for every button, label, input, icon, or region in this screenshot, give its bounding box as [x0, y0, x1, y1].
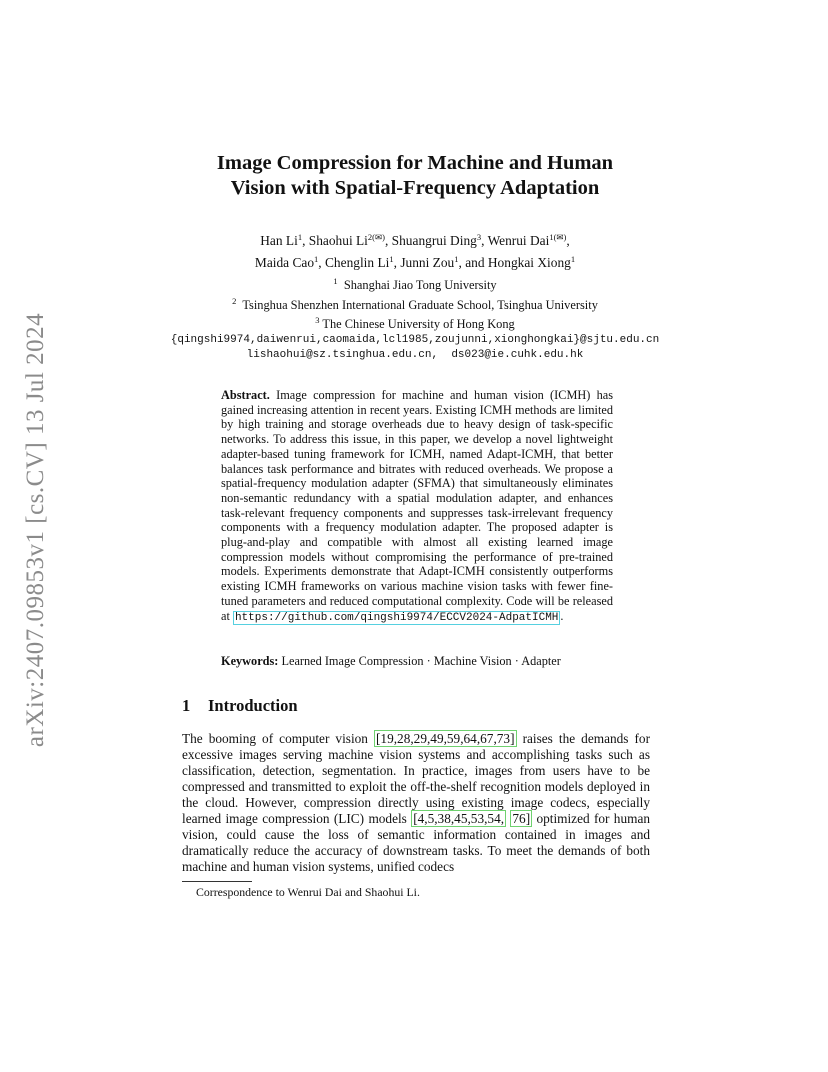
- author-affil-mark: 1(✉): [549, 232, 567, 242]
- code-link[interactable]: https://github.com/qingshi9974/ECCV2024-AdpatICMH: [234, 611, 559, 624]
- citation-link[interactable]: [4,5,38,45,53,54,: [413, 811, 505, 826]
- citation-link[interactable]: 76]: [512, 811, 531, 826]
- affiliation-3: [150, 313, 680, 333]
- author-affil-mark: 3: [476, 232, 482, 242]
- abstract-text: Image compression for machine and human vision (ICMH) has gained increasing attention in recent years. Existing ICMH methods are limited by high training and storage overheads due to heavy design of task-specific networks. To address this issue, in this paper, we develop a novel lightweight adapter-based tuning framework for ICMH, named Adapt-ICMH, that better balances task performance and bitrates with reduced overheads. We propose a spatial-frequency modulation adapter (SFMA) that simultaneously eliminates non-semantic redundancy with a spatial modulation adapter, and enhances task-relevant frequency components and suppresses task-irrelevant frequency components with a frequency modulation adapter. The proposed adapter is plug-and-play and compatible with almost all existing learned image compression models without compromising the performance of pre-trained models. Experiments demonstrate that Adapt-ICMH consistently outperforms existing ICMH frameworks on various machine vision tasks with fewer fine-tuned parameters and reduced computational complexity. Code will be released at: [221, 388, 613, 623]
- author-list: [150, 228, 680, 272]
- keywords: [221, 654, 641, 669]
- author-name: Junni Zou: [400, 255, 455, 270]
- author-name: Shuangrui Ding: [391, 233, 477, 248]
- email-line-1: {qingshi9974,daiwenrui,caomaida,lcl1985,zoujunni,xionghongkai}@sjtu.edu.cn: [170, 333, 660, 346]
- author-name: Maida Cao: [254, 255, 315, 270]
- author-affil-mark: 1: [389, 254, 394, 264]
- author-name: Chenglin Li: [325, 255, 390, 270]
- paper-title: [150, 151, 680, 201]
- author-name: Hongkai Xiong: [487, 255, 571, 270]
- arxiv-identifier-stamp: arXiv:2407.09853v1 [cs.CV] 13 Jul 2024: [22, 312, 49, 748]
- abstract: [221, 388, 613, 625]
- affil-text: Tsinghua Shenzhen International Graduate School, Tsinghua University: [242, 297, 598, 312]
- body-text: raises the demands for excessive images serving machine vision systems and accomplishing tasks such as classification, detection, segmentation. In practice, images from users have to be compressed and transmitted to exploit the off-the-shelf recognition models deployed in the cloud. However, compression directly using existing image codecs, especially learned image compression (LIC) models: [182, 731, 650, 826]
- citation-link[interactable]: [19,28,29,49,59,64,67,73]: [376, 731, 515, 746]
- author-name: Han Li: [260, 233, 298, 248]
- author-affil-mark: 1: [454, 254, 459, 264]
- abstract-end: .: [560, 608, 564, 623]
- title-line-1: Image Compression for Machine and Human: [216, 152, 614, 174]
- affiliations: [150, 274, 680, 364]
- keywords-label: Keywords:: [221, 654, 279, 668]
- section-number: 1: [182, 696, 191, 715]
- author-affil-mark: 1: [314, 254, 319, 264]
- abstract-label: Abstract.: [221, 388, 270, 402]
- footnote: Correspondence to Wenrui Dai and Shaohui Li.: [196, 885, 420, 899]
- affil-text: Shanghai Jiao Tong University: [343, 278, 497, 292]
- keywords-text: Learned Image Compression · Machine Vision · Adapter: [281, 654, 561, 668]
- body-text: optimized for human vision, could cause the loss of semantic information contained in images and dramatically reduce the accuracy of downstream tasks. To meet the demands of both machine and human vision systems, unified codecs: [182, 811, 650, 874]
- email: ds023@ie.cuhk.edu.hk: [451, 349, 584, 361]
- author-affil-mark: 1: [297, 232, 303, 242]
- section-title: Introduction: [208, 696, 298, 715]
- affiliation-2: [150, 294, 680, 314]
- author-line-2: Maida Cao$^1$, Chenglin Li$^1$, Junni Zou$^1$, and Hongkai Xiong$^1$: [254, 254, 576, 270]
- affil-text: The Chinese University of Hong Kong: [322, 317, 515, 331]
- author-line-1: Han Li$^1$, Shaohui $Li^{2(✉)}$, Shuangrui Ding$^3$, Wenrui Dai$^{1(✉)}$,: [260, 232, 570, 248]
- body-text: The booming of computer vision: [182, 731, 374, 746]
- affil-number: 3: [315, 315, 320, 325]
- author-affil-mark: 2(✉): [367, 232, 385, 242]
- author-name: Shaohui Li: [308, 233, 368, 248]
- author-name: Wenrui Dai: [487, 233, 550, 248]
- affil-number: 1: [333, 276, 338, 286]
- title-line-2: Vision with Spatial-Frequency Adaptation: [230, 177, 600, 199]
- affil-number: 2: [232, 295, 237, 306]
- introduction-paragraph: [182, 731, 650, 875]
- affiliation-1: [150, 274, 680, 294]
- footnote-rule: [182, 881, 252, 882]
- email-line-2: lishaohui@sz.tsinghua.edu.cn, ds023@ie.cuhk.edu.hk: [246, 349, 584, 361]
- author-affil-mark: 1: [570, 254, 576, 264]
- section-heading: [182, 696, 298, 716]
- email: lishaohui@sz.tsinghua.edu.cn: [246, 349, 432, 361]
